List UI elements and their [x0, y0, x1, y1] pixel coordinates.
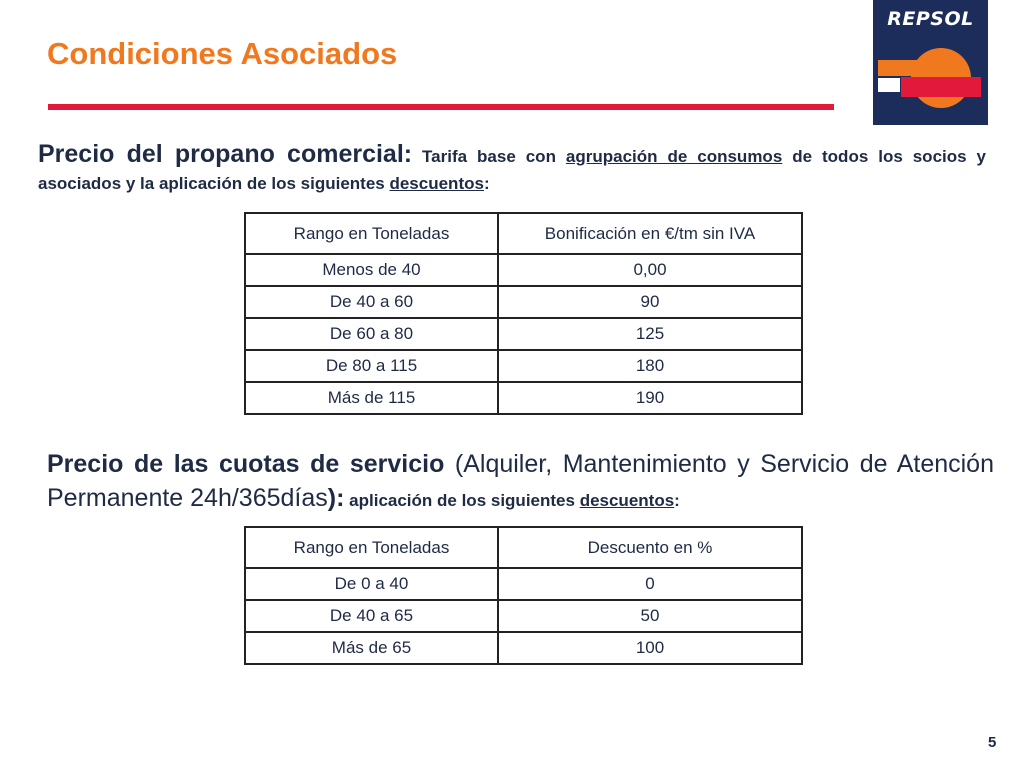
discounts-text: descuentos: [389, 174, 484, 193]
table-row: [245, 600, 802, 632]
table-cell: De 80 a 115: [245, 350, 498, 382]
text-segment: aplicación de los siguientes: [344, 491, 580, 510]
table-cell: 190: [498, 382, 802, 414]
table-header-row: [245, 527, 802, 568]
page-title: Condiciones Asociados: [47, 36, 398, 71]
service-fees-heading: Precio de las cuotas de servicio: [47, 450, 445, 478]
table-cell: 100: [498, 632, 802, 664]
logo-text: REPSOL: [887, 8, 974, 30]
table-row: [245, 568, 802, 600]
table-cell: De 60 a 80: [245, 318, 498, 350]
table-row: [245, 286, 802, 318]
table-row: [245, 632, 802, 664]
text-segment: ):: [327, 484, 345, 512]
table-cell: Más de 65: [245, 632, 498, 664]
table-cell: Menos de 40: [245, 254, 498, 286]
service-fees-paragraph: [47, 447, 994, 518]
table-cell: De 40 a 65: [245, 600, 498, 632]
table-cell: 90: [498, 286, 802, 318]
service-discount-table: [244, 526, 803, 665]
text-segment: :: [483, 174, 490, 193]
table-cell: De 0 a 40: [245, 568, 498, 600]
text-segment: :: [674, 491, 680, 510]
table-header-row: [245, 213, 802, 254]
propane-price-heading: Precio del propano comercial:: [38, 140, 413, 168]
table-cell: 50: [498, 600, 802, 632]
column-header: Rango en Toneladas: [245, 213, 498, 254]
table-cell: 0,00: [498, 254, 802, 286]
text-segment: Tarifa base con: [412, 147, 566, 166]
discounts-text: descuentos: [579, 491, 675, 510]
text-segment: de todos los socios y asociados y la aplicación de los siguientes: [38, 147, 986, 193]
table-cell: 0: [498, 568, 802, 600]
table-cell: De 40 a 60: [245, 286, 498, 318]
consumption-grouping-text: agrupación de consumos: [565, 147, 783, 166]
column-header: Bonificación en €/tm sin IVA: [498, 213, 802, 254]
table-row: [245, 318, 802, 350]
page-number: 5: [988, 734, 997, 751]
table-row: [245, 350, 802, 382]
table-row: [245, 382, 802, 414]
propane-discount-table: [244, 212, 803, 415]
table-row: [245, 254, 802, 286]
title-divider: [48, 104, 834, 110]
column-header: Descuento en %: [498, 527, 802, 568]
table-cell: 125: [498, 318, 802, 350]
table-cell: Más de 115: [245, 382, 498, 414]
table-cell: 180: [498, 350, 802, 382]
repsol-logo: [873, 0, 988, 125]
propane-price-paragraph: [38, 141, 986, 197]
column-header: Rango en Toneladas: [245, 527, 498, 568]
text-segment: (Alquiler, Mantenimiento y Servicio de Atención Permanente 24h/365: [47, 450, 994, 512]
text-segment: días: [280, 484, 328, 512]
